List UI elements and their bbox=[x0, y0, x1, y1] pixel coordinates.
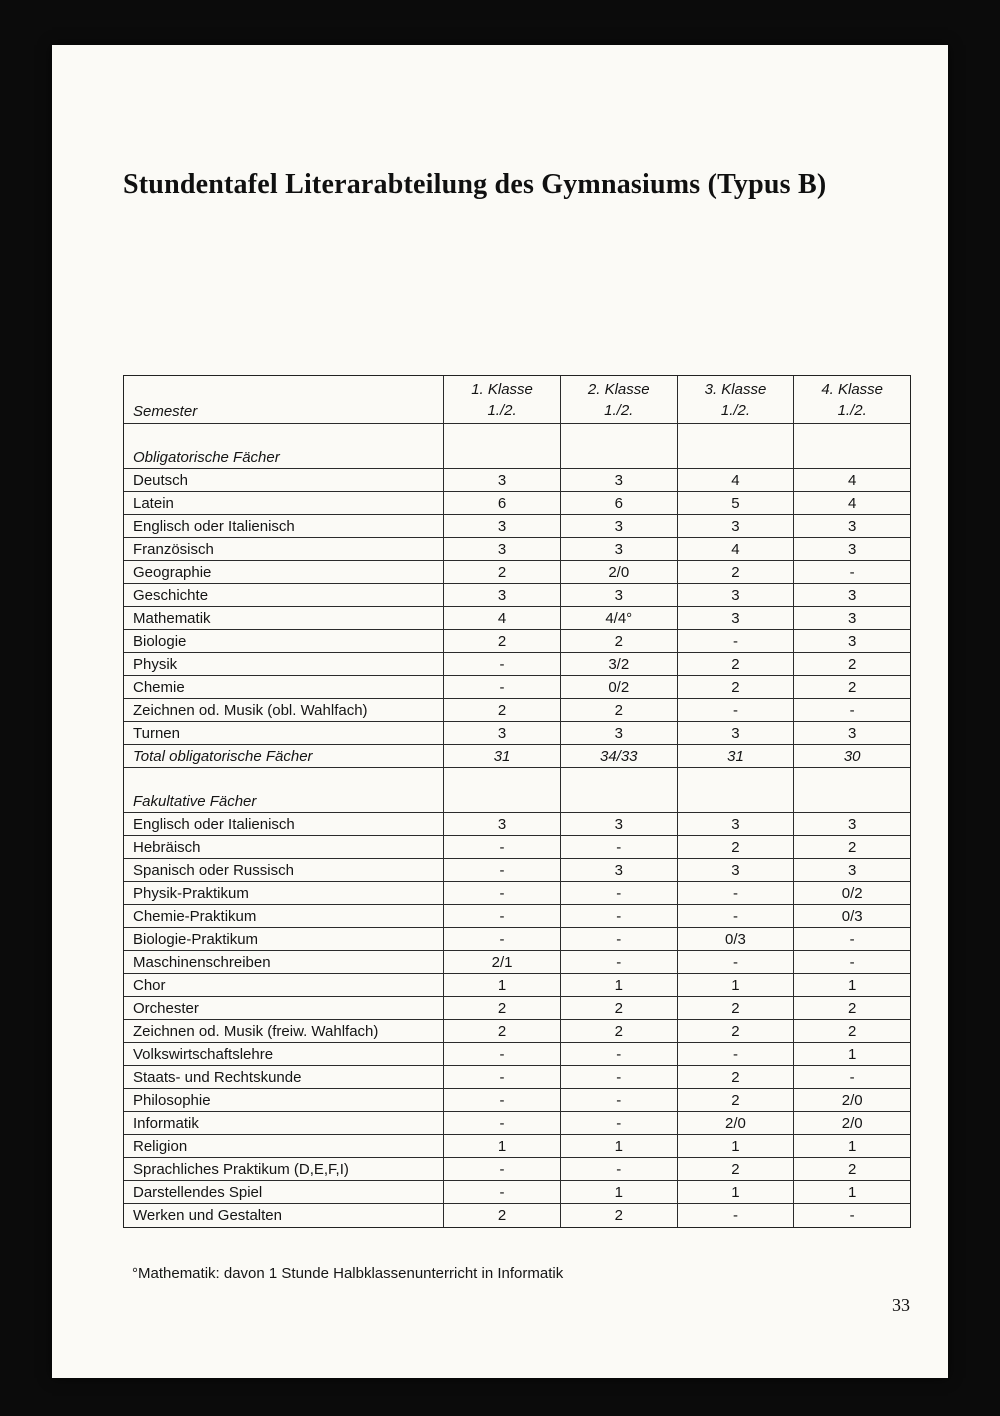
row-label: Deutsch bbox=[133, 471, 189, 489]
cell-value: 3 bbox=[560, 469, 677, 491]
cell-value: - bbox=[443, 653, 560, 675]
cell-value: - bbox=[560, 928, 677, 950]
cell-value bbox=[443, 790, 560, 812]
table-row bbox=[124, 1181, 910, 1204]
cell-value: 1 bbox=[793, 1135, 910, 1157]
cell-value: 3 bbox=[560, 813, 677, 835]
cell-value bbox=[443, 446, 560, 468]
cell-value: 2 bbox=[560, 1204, 677, 1227]
cell-value: - bbox=[443, 1112, 560, 1134]
cell-value: 2 bbox=[560, 1020, 677, 1042]
cell-value: - bbox=[560, 1043, 677, 1065]
row-label: Spanisch oder Russisch bbox=[133, 861, 294, 879]
table-row bbox=[124, 1112, 910, 1135]
cell-value: 2 bbox=[677, 997, 794, 1019]
row-label: Geographie bbox=[133, 563, 212, 581]
cell-value: 5 bbox=[677, 492, 794, 514]
table-row bbox=[124, 882, 910, 905]
cell-value: 3 bbox=[560, 515, 677, 537]
cell-value: 1 bbox=[443, 974, 560, 996]
row-label: Orchester bbox=[133, 999, 199, 1017]
cell-value bbox=[560, 446, 677, 468]
cell-value: - bbox=[677, 882, 794, 904]
cell-value: - bbox=[443, 1066, 560, 1088]
cell-value bbox=[560, 768, 677, 790]
row-label bbox=[124, 768, 443, 790]
cell-value bbox=[793, 790, 910, 812]
cell-value: 1 bbox=[560, 974, 677, 996]
table-row bbox=[124, 1066, 910, 1089]
cell-value: 6 bbox=[443, 492, 560, 514]
cell-value: - bbox=[793, 951, 910, 973]
cell-value: 2 bbox=[677, 561, 794, 583]
cell-value: 2 bbox=[677, 1158, 794, 1180]
table-row bbox=[124, 928, 910, 951]
cell-value: 3 bbox=[793, 722, 910, 744]
row-label: Geschichte bbox=[133, 586, 209, 604]
table-row bbox=[124, 1020, 910, 1043]
cell-value: 2 bbox=[677, 653, 794, 675]
cell-value: 2 bbox=[443, 630, 560, 652]
cell-value bbox=[560, 790, 677, 812]
cell-value: - bbox=[677, 1204, 794, 1227]
column-header-klasse-3 bbox=[677, 376, 794, 423]
cell-value bbox=[443, 424, 560, 446]
cell-value: - bbox=[677, 699, 794, 721]
table-row bbox=[124, 584, 910, 607]
cell-value: 2/0 bbox=[560, 561, 677, 583]
cell-value bbox=[677, 768, 794, 790]
cell-value: 1 bbox=[560, 1135, 677, 1157]
cell-value: - bbox=[560, 882, 677, 904]
column-header-line2: 1./2. bbox=[837, 401, 867, 419]
cell-value: - bbox=[443, 676, 560, 698]
cell-value: 3 bbox=[677, 584, 794, 606]
row-label: Hebräisch bbox=[133, 838, 201, 856]
cell-value: 2 bbox=[677, 676, 794, 698]
cell-value: - bbox=[677, 951, 794, 973]
cell-value: - bbox=[793, 561, 910, 583]
table-row bbox=[124, 951, 910, 974]
cell-value: 0/3 bbox=[793, 905, 910, 927]
cell-value: 0/2 bbox=[560, 676, 677, 698]
row-label: Obligatorische Fächer bbox=[133, 448, 280, 466]
cell-value: 3 bbox=[443, 515, 560, 537]
table-row bbox=[124, 538, 910, 561]
cell-value: - bbox=[560, 951, 677, 973]
cell-value: 3 bbox=[677, 859, 794, 881]
table-row bbox=[124, 607, 910, 630]
cell-value: 1 bbox=[793, 1181, 910, 1203]
cell-value: - bbox=[560, 1158, 677, 1180]
row-label: Englisch oder Italienisch bbox=[133, 815, 295, 833]
table-row bbox=[124, 813, 910, 836]
table-row bbox=[124, 1089, 910, 1112]
footnote: °Mathematik: davon 1 Stunde Halbklassenunterricht in Informatik bbox=[132, 1265, 564, 1282]
cell-value: 4 bbox=[793, 492, 910, 514]
row-label: Zeichnen od. Musik (freiw. Wahlfach) bbox=[133, 1022, 379, 1040]
cell-value: 3 bbox=[793, 630, 910, 652]
cell-value: 2 bbox=[793, 997, 910, 1019]
page-number: 33 bbox=[892, 1295, 910, 1315]
row-label: Volkswirtschaftslehre bbox=[133, 1045, 274, 1063]
row-label: Darstellendes Spiel bbox=[133, 1183, 263, 1201]
row-label: Werken und Gestalten bbox=[133, 1207, 282, 1224]
table-row bbox=[124, 905, 910, 928]
cell-value: 3 bbox=[793, 813, 910, 835]
table-row bbox=[124, 1135, 910, 1158]
row-label: Religion bbox=[133, 1137, 188, 1155]
table-row bbox=[124, 745, 910, 768]
cell-value: 2 bbox=[443, 699, 560, 721]
table-row bbox=[124, 836, 910, 859]
cell-value: 4 bbox=[677, 469, 794, 491]
table-rows bbox=[124, 424, 910, 1227]
cell-value: 2 bbox=[677, 1089, 794, 1111]
table-row bbox=[124, 515, 910, 538]
row-label: Fakultative Fächer bbox=[133, 792, 257, 810]
cell-value: 1 bbox=[677, 974, 794, 996]
semester-label: Semester bbox=[133, 403, 198, 420]
table-row bbox=[124, 676, 910, 699]
cell-value: 3 bbox=[560, 722, 677, 744]
cell-value: - bbox=[443, 882, 560, 904]
table-header-row bbox=[124, 376, 910, 424]
row-label: Biologie-Praktikum bbox=[133, 930, 259, 948]
table-row bbox=[124, 790, 910, 813]
cell-value: 3 bbox=[560, 538, 677, 560]
table-spacer-row bbox=[124, 768, 910, 790]
row-label: Physik bbox=[133, 655, 178, 673]
row-label: Chor bbox=[133, 976, 166, 994]
cell-value: 2 bbox=[793, 1158, 910, 1180]
cell-value: 3 bbox=[677, 813, 794, 835]
cell-value: 2/0 bbox=[793, 1089, 910, 1111]
cell-value: - bbox=[560, 836, 677, 858]
cell-value: 2 bbox=[443, 561, 560, 583]
column-header-line1: 4. Klasse bbox=[821, 380, 884, 398]
cell-value bbox=[443, 768, 560, 790]
row-label: Turnen bbox=[133, 724, 180, 742]
cell-value: 3 bbox=[793, 584, 910, 606]
cell-value: 2 bbox=[793, 653, 910, 675]
cell-value: - bbox=[793, 699, 910, 721]
row-label: Maschinenschreiben bbox=[133, 953, 271, 971]
cell-value: - bbox=[560, 1066, 677, 1088]
row-label: Biologie bbox=[133, 632, 187, 650]
table-row bbox=[124, 653, 910, 676]
cell-value: 3 bbox=[443, 469, 560, 491]
table-row bbox=[124, 859, 910, 882]
row-label: Staats- und Rechtskunde bbox=[133, 1068, 302, 1086]
table-row bbox=[124, 446, 910, 469]
cell-value: - bbox=[677, 905, 794, 927]
page-title: Stundentafel Literarabteilung des Gymnasiums (Typus B) bbox=[123, 168, 827, 200]
cell-value: 2 bbox=[443, 1204, 560, 1227]
cell-value: 3 bbox=[677, 515, 794, 537]
column-header-line1: 3. Klasse bbox=[704, 380, 767, 398]
row-label: Philosophie bbox=[133, 1091, 211, 1109]
cell-value: 4 bbox=[793, 469, 910, 491]
table-row bbox=[124, 469, 910, 492]
cell-value: 2 bbox=[560, 630, 677, 652]
cell-value: 2/0 bbox=[793, 1112, 910, 1134]
row-label: Chemie-Praktikum bbox=[133, 907, 257, 925]
row-label: Informatik bbox=[133, 1114, 199, 1132]
cell-value: - bbox=[793, 1204, 910, 1227]
cell-value: 3 bbox=[793, 538, 910, 560]
column-header-line1: 1. Klasse bbox=[471, 380, 533, 398]
cell-value: - bbox=[443, 1089, 560, 1111]
cell-value: 1 bbox=[793, 1043, 910, 1065]
table-row bbox=[124, 492, 910, 515]
cell-value: - bbox=[443, 928, 560, 950]
cell-value: - bbox=[793, 1066, 910, 1088]
cell-value: 30 bbox=[793, 745, 910, 767]
table-row bbox=[124, 722, 910, 745]
cell-value: - bbox=[560, 905, 677, 927]
cell-value bbox=[560, 424, 677, 446]
column-header-line2: 1./2. bbox=[720, 401, 751, 419]
cell-value: - bbox=[677, 1043, 794, 1065]
table-row bbox=[124, 997, 910, 1020]
cell-value: 3/2 bbox=[560, 653, 677, 675]
row-label: Zeichnen od. Musik (obl. Wahlfach) bbox=[133, 701, 368, 719]
cell-value: 3 bbox=[443, 813, 560, 835]
column-header-line1: 2. Klasse bbox=[587, 380, 650, 398]
cell-value: 3 bbox=[793, 515, 910, 537]
column-header-klasse-4 bbox=[793, 376, 910, 423]
row-label: Sprachliches Praktikum (D,E,F,I) bbox=[133, 1160, 349, 1178]
column-header-line2: 1./2. bbox=[604, 401, 634, 419]
cell-value: 2 bbox=[793, 836, 910, 858]
cell-value: 3 bbox=[443, 584, 560, 606]
cell-value: 31 bbox=[677, 745, 794, 767]
column-header-klasse-1 bbox=[443, 376, 560, 423]
table-row bbox=[124, 974, 910, 997]
cell-value: 0/2 bbox=[793, 882, 910, 904]
cell-value: 3 bbox=[560, 859, 677, 881]
cell-value: 1 bbox=[677, 1181, 794, 1203]
cell-value: 31 bbox=[443, 745, 560, 767]
cell-value: 1 bbox=[443, 1135, 560, 1157]
cell-value: 4 bbox=[443, 607, 560, 629]
cell-value: 2 bbox=[443, 997, 560, 1019]
table-row bbox=[124, 1043, 910, 1066]
table-row bbox=[124, 1158, 910, 1181]
row-label: Total obligatorische Fächer bbox=[133, 747, 313, 765]
cell-value: - bbox=[443, 1181, 560, 1203]
cell-value: - bbox=[793, 928, 910, 950]
cell-value: 3 bbox=[793, 607, 910, 629]
cell-value: 4/4° bbox=[560, 607, 677, 629]
cell-value: - bbox=[677, 630, 794, 652]
table-row bbox=[124, 1204, 910, 1227]
cell-value: 3 bbox=[443, 538, 560, 560]
cell-value: 6 bbox=[560, 492, 677, 514]
cell-value: 2 bbox=[793, 676, 910, 698]
row-label: Latein bbox=[133, 494, 174, 512]
table-spacer-row bbox=[124, 424, 910, 446]
table-row bbox=[124, 699, 910, 722]
cell-value: 2 bbox=[677, 1066, 794, 1088]
cell-value: - bbox=[560, 1112, 677, 1134]
cell-value: 2 bbox=[560, 699, 677, 721]
cell-value: - bbox=[443, 1043, 560, 1065]
cell-value: 4 bbox=[677, 538, 794, 560]
cell-value: 0/3 bbox=[677, 928, 794, 950]
row-label: Mathematik bbox=[133, 609, 211, 627]
column-header-line2: 1./2. bbox=[487, 401, 517, 419]
semester-header-cell bbox=[124, 376, 443, 423]
cell-value: 3 bbox=[677, 607, 794, 629]
cell-value: 3 bbox=[677, 722, 794, 744]
row-label: Physik-Praktikum bbox=[133, 884, 249, 902]
cell-value: 2 bbox=[560, 997, 677, 1019]
cell-value bbox=[793, 446, 910, 468]
cell-value bbox=[677, 446, 794, 468]
cell-value: 2 bbox=[677, 836, 794, 858]
cell-value: 2/0 bbox=[677, 1112, 794, 1134]
cell-value: - bbox=[443, 905, 560, 927]
column-header-klasse-2 bbox=[560, 376, 677, 423]
cell-value: 2 bbox=[677, 1020, 794, 1042]
cell-value: 2/1 bbox=[443, 951, 560, 973]
cell-value: - bbox=[443, 1158, 560, 1180]
row-label bbox=[124, 424, 443, 446]
cell-value bbox=[677, 790, 794, 812]
cell-value bbox=[793, 424, 910, 446]
cell-value: 1 bbox=[677, 1135, 794, 1157]
table-row bbox=[124, 561, 910, 584]
row-label: Chemie bbox=[133, 678, 185, 696]
cell-value bbox=[677, 424, 794, 446]
cell-value: - bbox=[560, 1089, 677, 1111]
cell-value: - bbox=[443, 859, 560, 881]
cell-value: 1 bbox=[560, 1181, 677, 1203]
timetable bbox=[123, 375, 911, 1228]
cell-value: - bbox=[443, 836, 560, 858]
cell-value: 34/33 bbox=[560, 745, 677, 767]
cell-value: 1 bbox=[793, 974, 910, 996]
scanned-page bbox=[52, 45, 948, 1378]
cell-value: 2 bbox=[793, 1020, 910, 1042]
cell-value: 3 bbox=[793, 859, 910, 881]
cell-value bbox=[793, 768, 910, 790]
table-row bbox=[124, 630, 910, 653]
row-label: Englisch oder Italienisch bbox=[133, 517, 295, 535]
row-label: Französisch bbox=[133, 540, 214, 558]
cell-value: 3 bbox=[560, 584, 677, 606]
cell-value: 2 bbox=[443, 1020, 560, 1042]
cell-value: 3 bbox=[443, 722, 560, 744]
